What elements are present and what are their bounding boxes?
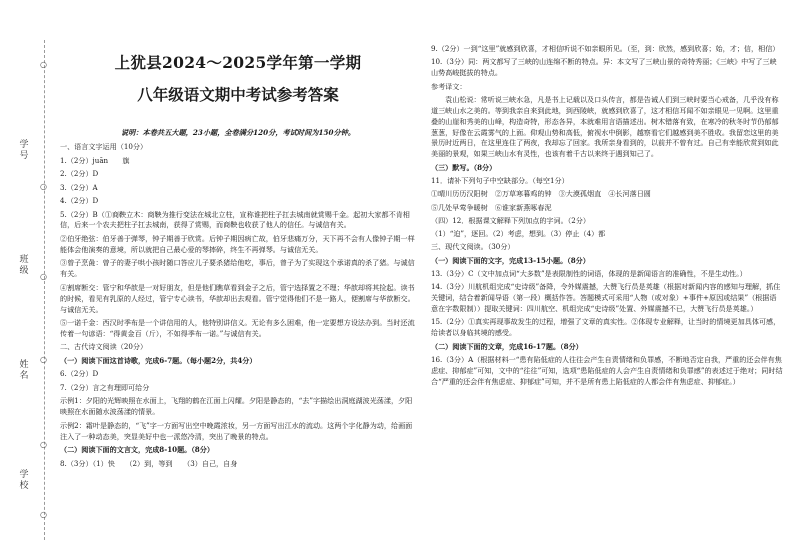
binding-hole-marker: ○ [40, 182, 47, 191]
right-answer-line: （二）阅读下面的文章，完成16-17题。（8分） [431, 341, 583, 351]
binding-hole-marker: ○ [40, 272, 47, 281]
left-answers [60, 142, 416, 472]
right-answers [431, 44, 783, 390]
left-answer-line: 示例2：霜叶是静态的，“飞”字一方面写出空中晚霞浓妆，另一方面写出江水的流动。这两个字化静为动，给画面注入了一种动态美，突显美好中也一派悠冷清，突出了晚景的特点。 [60, 420, 413, 441]
binding-label-student-id: 学号 [19, 140, 29, 161]
right-answer-line: 16.（3分）A（根据材料一“患有陷低症的人往往会产生自责情绪和负罪感，不断地否定自我，严重的还会伴有焦虑症、抑郁症”可知，文中的“往往”可知，选项“患陷低症的人会产生自责情绪和负罪感”的表述过于绝对；同时结合“严重的还会伴有焦虑症、抑郁症”可知，并不是所有患上陷低症的人都会伴有焦虑症、抑郁症。） [431, 354, 783, 386]
left-answer-line: （二）阅读下面的文言文，完成8-10题。（8分） [60, 445, 214, 455]
right-answer-line: 11．请补下列句子中空缺部分。（每空1分） [431, 175, 569, 185]
right-answer-line: 10.（3分）同：两文都写了三峡的山连绵不断的特点。异：本文写了三峡山景的奇特秀丽；《三峡》中写了三峡山势高峻挺拔的特点。 [431, 57, 777, 78]
left-answer-line: ③曾子烹彘：曾子的妻子哄小孩时随口答应儿子要杀猪给他吃，事后，曾子为了实现这个承诺真的杀了猪。与诚信有关。 [60, 258, 415, 279]
binding-label-class: 班级 [19, 255, 29, 276]
left-answer-line: 一、语言文字运用（10分） [60, 142, 148, 151]
right-answer-line: 9.（2分）一到“这里”就感到欣喜，才相信听说不如亲眼所见。（至，到：欣然，感到欣喜；始，才；信，相信） [431, 44, 780, 53]
right-answer-line: 14.（3分）川航机组完成“史诗级”备降，令外媒震撼，大赞飞行员是英雄（根据对新闻内容的感知与理解，抓住关键词，结合着新闻导语（第一段）概括作答。答题模式可采用“人物（或对象）+事件+原因或结果”（根据语意在字数限制））提取关键词：四川航空、机组完成“史诗级”处置、外媒震撼不已，大赞飞行员是英雄。） [431, 282, 781, 314]
left-answer-line: 5.（2分）B（①商鞅立木：商鞅为推行变法在城北立柱，宣称谁把柱子扛去城南就赏赐千金。起初大家都不肯相信，后来一个农夫把柱子扛去城南，获得了赏赐，而商鞅也收获了他人的信任。与诚信有关。 [60, 209, 410, 230]
binding-hole-marker: ○ [40, 355, 47, 364]
right-answer-line: 袁山松说：常听说三峡水急，凡是书上记载以及口头传言，都是告诫人们到三峡时要当心戒备，几乎没有称道三峡山水之美的。等到我亲自来到此地，到西陵峡，就感到欣喜了，这才相信耳闻不如亲眼见一见啊。这里重叠的山崖和秀美的山峰，构造奇特，形态各异，本就难用言语描述出。树木错落有致，在寒冷的秋冬时节仍郁郁葱葱，好像在云霞雾气的上面。仰观山势和高低，俯视水中倒影，越察看它们越感到美不胜收。我留恋这里的美景历时近两日，在这里连住了两夜，我却忘了回家。我所亲身看到的，以前并不曾有过。自己有幸能欣赏到如此美丽的景观，如果三峡山水有灵性，也该有着千古以来终于遇到知己了。 [431, 94, 779, 159]
right-answer-line: 三、现代文阅读。（30分） [431, 242, 515, 252]
binding-label-name: 姓名 [19, 360, 29, 381]
binding-hole-marker: ○ [40, 60, 47, 69]
binding-hole-marker: ○ [40, 440, 47, 449]
left-answer-line: 8.（3分）（1）快 （2）到，等到 （3）自己，自身 [60, 458, 238, 468]
right-answer-line: （一）阅读下面的文字，完成13-15小题。（8分） [431, 255, 590, 265]
right-answer-line: 13.（3分）C（文中加点词“大多数”是表限制性的词语，体现的是新闻语言的准确性，不是生动性。） [431, 269, 747, 278]
right-answer-line: （四）12．根据课文解释下列加点的字词。（2分） [431, 215, 590, 225]
left-answer-line: 1.（2分）juān 旗 [60, 155, 130, 165]
left-answer-line: （一）阅读下面这首诗歌，完成6-7题。（每小题2分，共4分） [60, 355, 257, 365]
right-answer-line: 参考译文： [431, 81, 467, 91]
left-answer-line: 二、古代诗文阅读（20分） [60, 342, 148, 352]
right-answer-line: ⑤几处早莺争暖树 ⑥谁家新燕啄春泥 [431, 202, 552, 212]
document-title-line2: 八年级语文期中考试参考答案 [137, 85, 339, 104]
binding-hole-marker: ○ [40, 510, 47, 519]
left-answer-line: 4.（2分）D [60, 196, 99, 205]
left-answer-line: ②伯牙绝弦：伯牙善于弹琴，钟子期善于欣赏。后钟子期因病亡故，伯牙悲痛万分，天下再不会有人像钟子期一样能体会他演奏的意境，所以就把自己最心爱的琴摔碎，终生不再弹琴。与诚信无关。 [60, 233, 415, 254]
left-answer-line: 6.（2分）D [60, 369, 99, 379]
left-answer-line: ④割席断交：管宁和华歆是一对好朋友，但是他们瞧草看到金子之后，管宁选择置之不理；华歆却将其捡起。读书的时候，看见有乳原的人经过，管宁专心读书，华歆却出去观看。管宁觉得他们不是一路人，便割席与华歆断交。与诚信无关。 [60, 282, 415, 314]
left-answer-line: ⑤一诺千金：西汉时季布是一个讲信用的人，他特别讲信义。无论有多么困难，他一定要想方设法办到。当时还流传着一句谚语：“得黄金百（斤），不如得季布一诺。”与诚信有关。 [60, 318, 415, 338]
left-answer-line: 示例1：夕阳的光辉映照在水面上，飞翔的鹤在江面上闪耀。夕阳是静态的，“去”字描绘出洞庭湖波光荡漾，夕阳映照在水面随水波荡漾的情景。 [60, 396, 413, 417]
left-answer-line: 2.（2分）D [60, 169, 99, 178]
right-answer-line: （1）“迫”，逐回。（2）考虑，想到。（3）停止（4）都 [431, 229, 606, 239]
left-answer-line: 7.（2分）言之有理即可给分 [60, 382, 150, 392]
right-answer-line: （三）默写。（8分） [431, 162, 497, 172]
document-title-line1: 上犹县2024～2025学年第一学期 [114, 53, 362, 72]
left-answer-line: 3.（2分）A [60, 182, 98, 192]
exam-instructions: 说明：本卷共五大题，23小题，全卷满分120分，考试时间为150分钟。 [120, 128, 356, 137]
right-answer-line: ①晴川历历汉阳树 ②万草寒暮鸡的钟 ③大漠孤烟直 ④长河落日圆 [431, 189, 651, 199]
binding-margin [0, 0, 60, 549]
binding-dashed-line [44, 40, 45, 540]
binding-label-school: 学校 [19, 470, 29, 491]
right-answer-line: 15.（2分）①真实再现事故发生的过程，增强了文章的真实性。②体现专业解释，让当时的情境更加具体可感，给读者以身临其境的感受。 [431, 317, 781, 338]
